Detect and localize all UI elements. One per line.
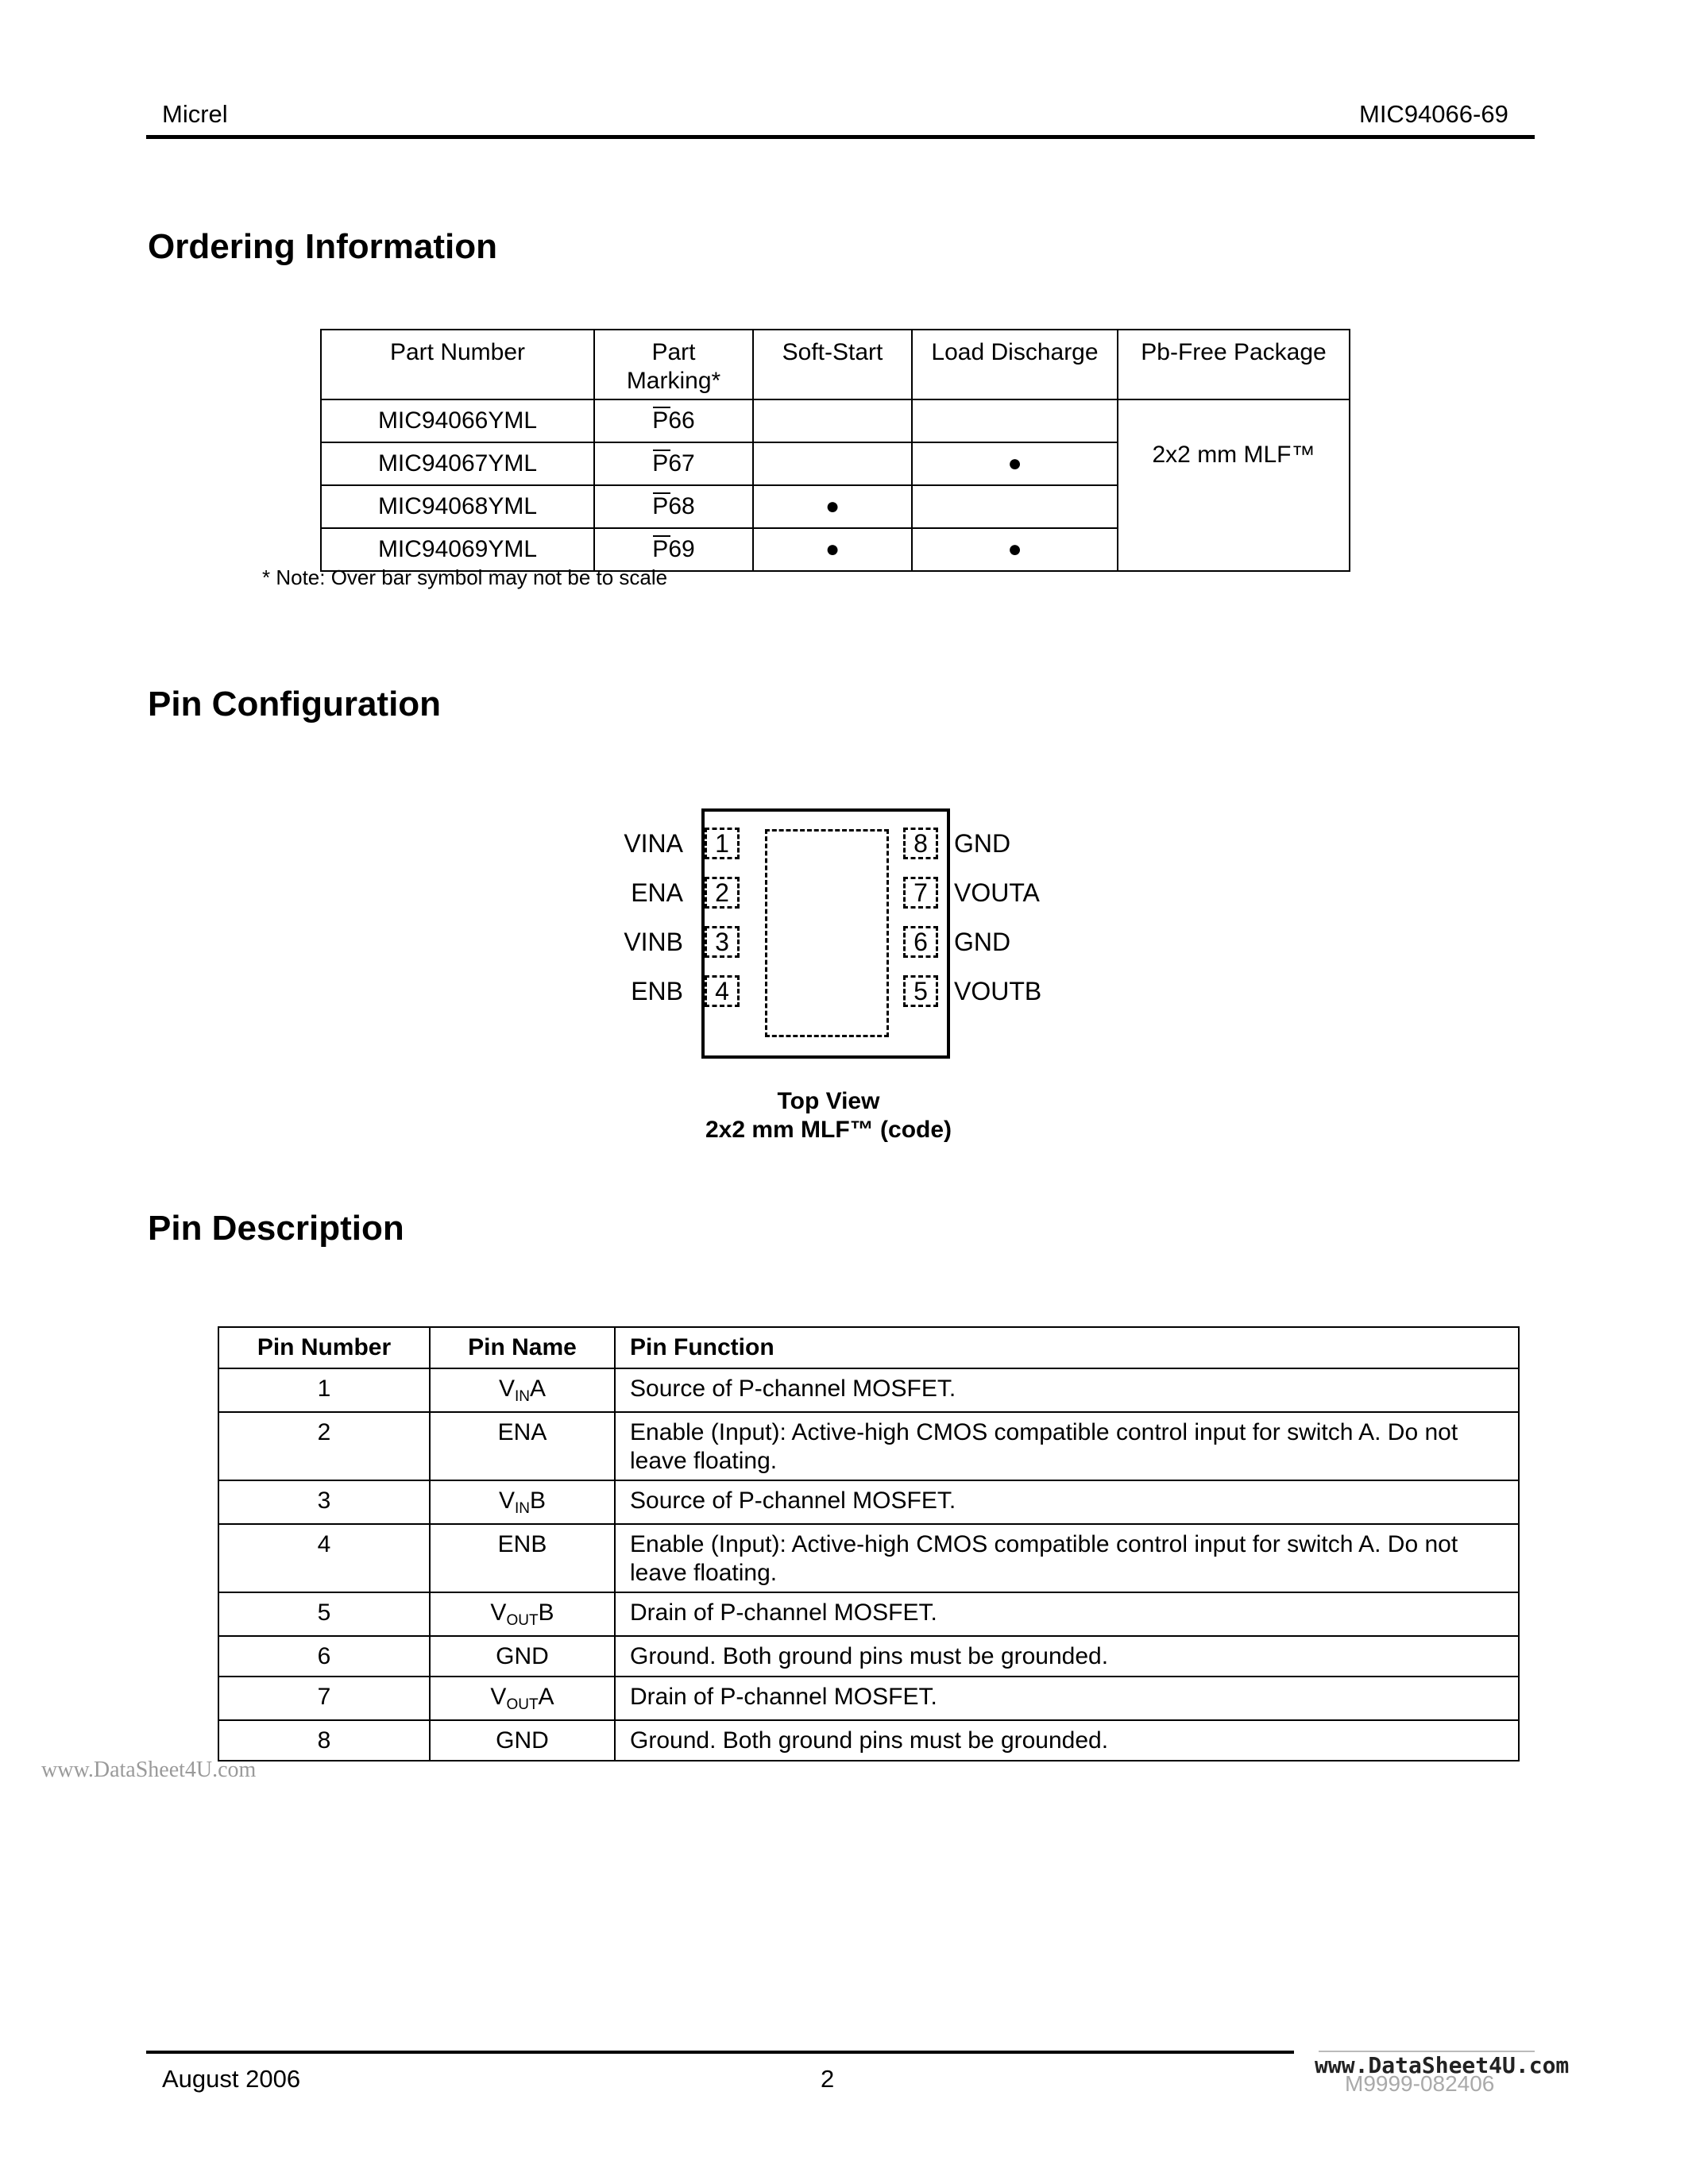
- col-part-number: Part Number: [321, 330, 594, 399]
- ordering-note: * Note: Over bar symbol may not be to scale: [262, 565, 668, 589]
- col-load-discharge: Load Discharge: [912, 330, 1118, 399]
- pin-8-box: 8: [903, 828, 938, 859]
- package-cell: 2x2 mm MLF™: [1118, 399, 1350, 571]
- col-soft-start: Soft-Start: [753, 330, 912, 399]
- pin-2-box: 2: [705, 877, 740, 909]
- table-row: 2 ENA Enable (Input): Active-high CMOS compatible control input for switch A. Do not leave floating.: [218, 1412, 1519, 1480]
- table-row: 8 GND Ground. Both ground pins must be grounded.: [218, 1720, 1519, 1761]
- pin-3-label: VINB: [624, 928, 683, 956]
- header-rule: [146, 135, 1535, 139]
- pin-config-title: Pin Configuration: [148, 685, 442, 723]
- pin-7-box: 7: [903, 877, 938, 909]
- pin-2-label: ENA: [631, 878, 683, 907]
- watermark-left: www.DataSheet4U.com: [41, 1758, 257, 1782]
- pin-1-label: VINA: [624, 829, 683, 858]
- pin-5-box: 5: [903, 975, 938, 1007]
- table-row: 4 ENB Enable (Input): Active-high CMOS compatible control input for switch A. Do not leave floating.: [218, 1524, 1519, 1592]
- pin-config-caption-2: 2x2 mm MLF™ (code): [705, 1117, 952, 1143]
- pin-6-label: GND: [954, 928, 1011, 956]
- pin-1-box: 1: [705, 828, 740, 859]
- footer-docnum: M9999-082406: [1345, 2071, 1495, 2096]
- table-row: MIC94068YML P68 ●: [321, 485, 1350, 528]
- col-pin-number: Pin Number: [218, 1327, 430, 1368]
- ordering-table: [320, 329, 1350, 572]
- ordering-title: Ordering Information: [148, 227, 497, 266]
- pin-desc-title: Pin Description: [148, 1209, 404, 1248]
- table-row: MIC94067YML P67 ●: [321, 442, 1350, 485]
- pin-desc-table: [218, 1326, 1520, 1761]
- pin-4-label: ENB: [631, 977, 683, 1005]
- pin-3-box: 3: [705, 926, 740, 958]
- header-part-number: MIC94066-69: [1359, 100, 1508, 128]
- pin-config-caption-1: Top View: [777, 1088, 880, 1114]
- table-row: 5 $V_{OUT}B$ Drain of P-channel MOSFET.: [218, 1592, 1519, 1636]
- footer-date: August 2006: [162, 2065, 301, 2093]
- pin-desc-header-row: [218, 1327, 1519, 1368]
- pin-8-label: GND: [954, 829, 1011, 858]
- exposed-pad: [765, 829, 889, 1037]
- header-company: Micrel: [162, 100, 228, 128]
- pin-6-box: 6: [903, 926, 938, 958]
- table-row: 7 $V_{OUT}A$ Drain of P-channel MOSFET.: [218, 1677, 1519, 1720]
- col-part-marking: Part Marking*: [594, 330, 753, 399]
- col-pb-free-package: Pb-Free Package: [1118, 330, 1350, 399]
- pin-4-box: 4: [705, 975, 740, 1007]
- footer-rule: [146, 2051, 1294, 2054]
- col-pin-function: Pin Function: [615, 1327, 1519, 1368]
- table-row: 6 GND Ground. Both ground pins must be grounded.: [218, 1636, 1519, 1677]
- table-row: MIC94066YML P66 2x2 mm MLF™: [321, 399, 1350, 442]
- pin-7-label: VOUTA: [954, 878, 1040, 907]
- footer-watermark: www.DataSheet4U.com: [1315, 2052, 1570, 2078]
- col-pin-name: Pin Name: [430, 1327, 615, 1368]
- table-row: MIC94069YML P69 ● ●: [321, 528, 1350, 571]
- table-row: 1 $V_{IN}A$ Source of P-channel MOSFET.: [218, 1368, 1519, 1412]
- ordering-header-row: [321, 330, 1350, 399]
- table-row: 3 $V_{IN}B$ Source of P-channel MOSFET.: [218, 1480, 1519, 1524]
- pin-5-label: VOUTB: [954, 977, 1042, 1005]
- footer-page-number: 2: [821, 2065, 835, 2093]
